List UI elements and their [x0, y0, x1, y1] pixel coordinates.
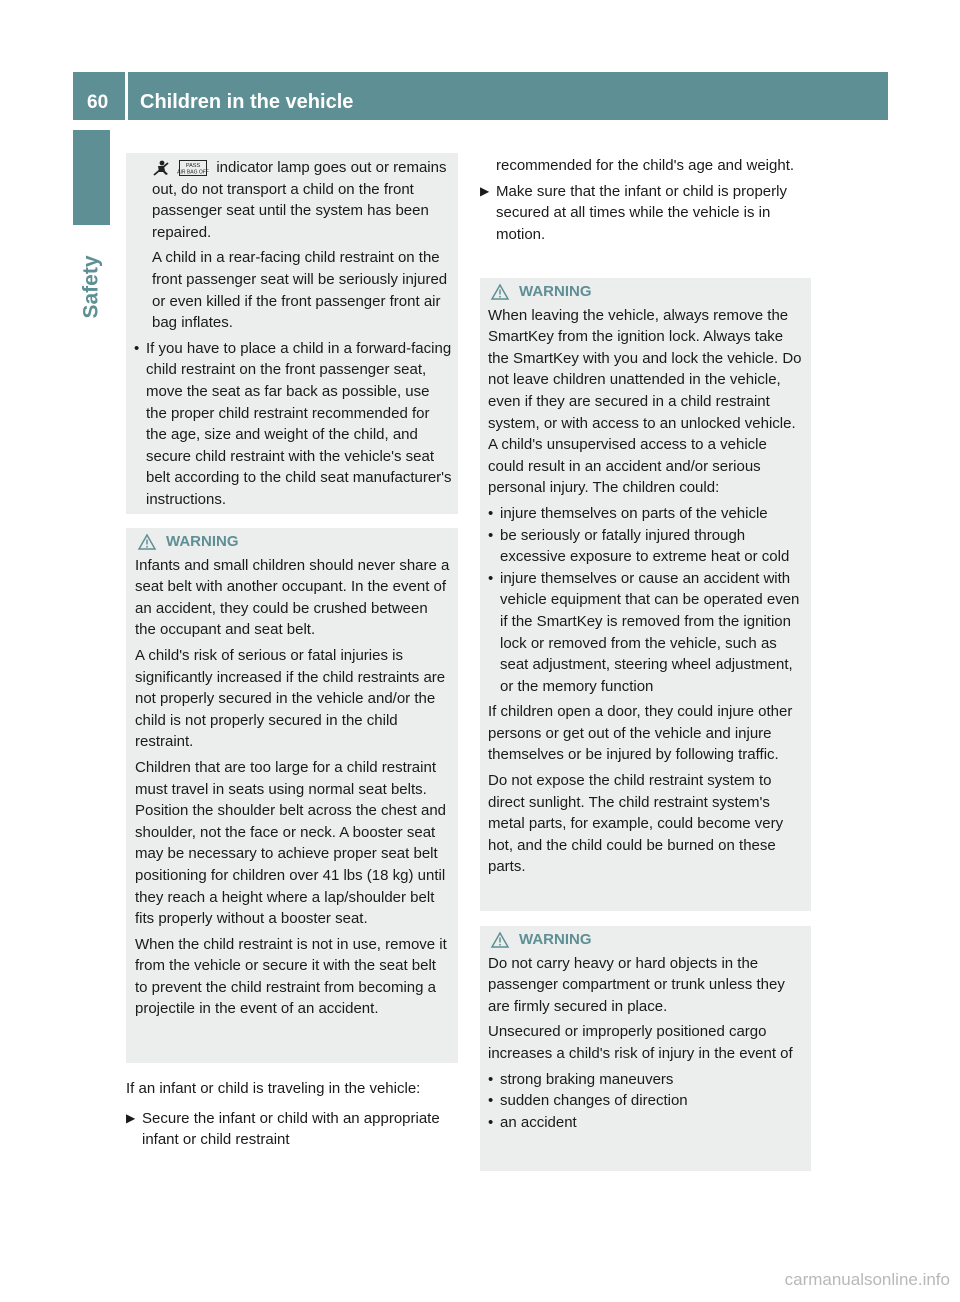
warning-triangle-icon	[491, 932, 509, 948]
indicator-lamp-paragraph: PASS AIR BAG OFF indicator lamp goes out or remains out, do not transport a child on the front passenger seat until the system has been repaired.	[152, 159, 447, 241]
warning-paragraph: If children open a door, they could injure other persons or get out of the vehicle and injure themselves or be injured by following traffic.	[488, 703, 793, 764]
warning-paragraph: When the child restraint is not in use, remove it from the vehicle or secure it with the seat belt to prevent the child restraint from becoming a projectile in the event of an accident.	[135, 935, 447, 1018]
svg-text:AIR BAG OFF: AIR BAG OFF	[177, 169, 210, 176]
list-item: • be seriously or fatally injured through excessive exposure to extreme heat or cold	[488, 526, 790, 566]
pass-airbag-off-icon	[177, 160, 210, 176]
section-tab-marker	[73, 130, 110, 225]
list-item: • strong braking maneuvers	[488, 1070, 674, 1088]
warning-triangle-icon	[138, 534, 156, 550]
list-item: • injure themselves or cause an accident with vehicle equipment that can be operated even if the SmartKey is removed from the ignition lock or removed from the vehicle, such as seat adjustment, steering wheel adjustment, or the memory function	[488, 569, 800, 695]
list-item: • sudden changes of direction	[488, 1092, 688, 1110]
list-item: • injure themselves on parts of the vehicle	[488, 504, 768, 522]
warning-triangle-icon	[491, 284, 509, 300]
warning-paragraph: Children that are too large for a child restraint must travel in seats using normal seat belts. Position the shoulder belt across the chest and shoulder, not the face or neck. A booster seat may be necessary to achieve proper seat belt positioning for children over 41 lbs (18 kg) until they reach a height where a lap/shoulder belt fits properly without a booster seat.	[135, 758, 447, 928]
list-item: • an accident	[488, 1113, 577, 1131]
list-item: • If you have to place a child in a forward-facing child restraint on the front passenger seat, move the seat as far back as possible, use the proper child restraint recommended for the age, size and weight of the child, and secure child restraint with the vehicle's seat belt according to the child seat manufacturer's instructions.	[134, 338, 452, 511]
child-seat-info-box	[126, 153, 458, 514]
child-seat-icon	[152, 160, 170, 176]
chapter-title: Children in the vehicle	[140, 91, 354, 113]
instruction-step: ▶ Secure the infant or child with an appropriate infant or child restraint	[126, 1108, 462, 1151]
warning-paragraph: Do not expose the child restraint system to direct sunlight. The child restraint system's metal parts, for example, could become very hot, and the child could be burned on these parts.	[488, 772, 784, 876]
svg-text:PASS: PASS	[186, 163, 201, 170]
warning-box-cargo	[480, 926, 811, 1171]
page-number: 60	[87, 92, 109, 113]
warning-header: WARNING	[488, 281, 806, 303]
warning-header: WARNING	[488, 929, 806, 951]
instruction-step: ▶ Make sure that the infant or child is properly secured at all times while the vehicle is in motion.	[480, 181, 810, 246]
bullet-marker: •	[134, 339, 140, 357]
rear-facing-warning-paragraph: A child in a rear-facing child restraint on the front passenger seat will be seriously injured or even killed if the front passenger front air bag inflates.	[152, 249, 448, 332]
warning-box-unattended	[480, 278, 811, 911]
warning-paragraph: Infants and small children should never share a seat belt with another occupant. In the event of an accident, they could be crushed between the occupant and seat belt.	[135, 556, 450, 639]
warning-header: WARNING	[135, 531, 452, 553]
header-divider	[125, 72, 128, 120]
section-label: Safety	[79, 255, 103, 319]
step-arrow-icon: ▶	[480, 183, 490, 198]
warning-paragraph: Do not carry heavy or hard objects in the passenger compartment or trunk unless they are firmly secured in place.	[488, 954, 785, 1015]
continued-text: recommended for the child's age and weight.	[496, 157, 795, 174]
step-arrow-icon: ▶	[126, 1110, 136, 1125]
warning-paragraph: When leaving the vehicle, always remove the SmartKey from the ignition lock. Always take the SmartKey with you and lock the vehicle. Do not leave children unattended in the vehicle, even if they are secured in a child restraint system, or with access to an unlocked vehicle. A child's unsupervised access to a vehicle could result in an accident and/or serious personal injury. The children could:	[488, 306, 802, 497]
warning-paragraph: Unsecured or improperly positioned cargo increases a child's risk of injury in the event of	[488, 1023, 793, 1062]
footer-watermark: carmanualsonline.info	[784, 1270, 950, 1289]
intro-text: If an infant or child is traveling in the vehicle:	[126, 1080, 421, 1097]
warning-box-seat-belt	[126, 528, 458, 1063]
left-body-text	[126, 1078, 462, 1151]
right-body-text	[480, 155, 810, 245]
warning-paragraph: A child's risk of serious or fatal injuries is significantly increased if the child restraints are not properly secured in the vehicle and/or the child is not properly secured in the child restraint.	[135, 646, 446, 751]
